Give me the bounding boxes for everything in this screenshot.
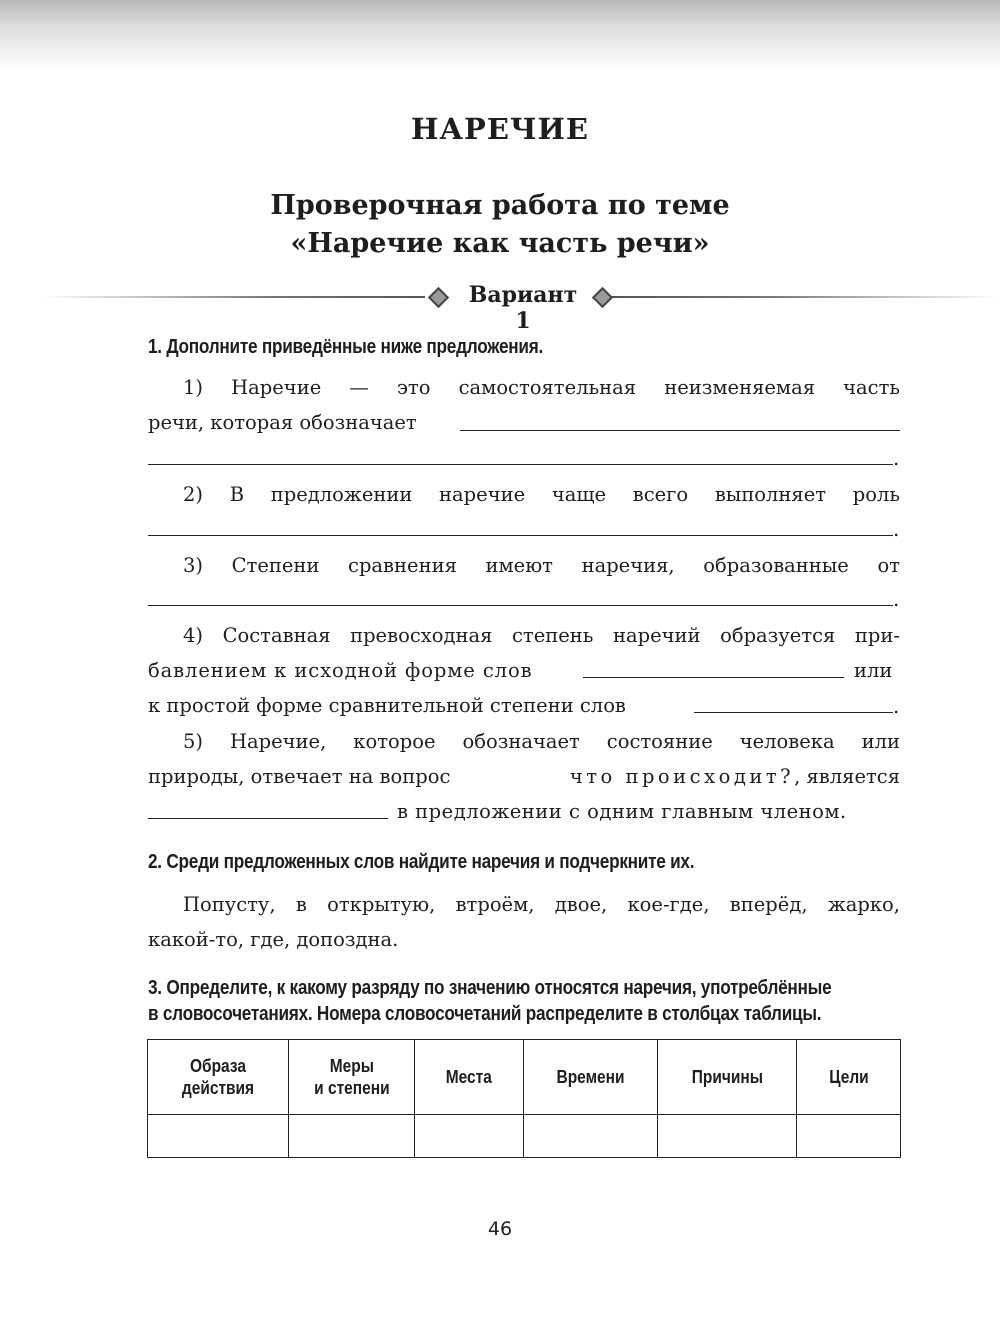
divider-left bbox=[40, 296, 425, 298]
table-cell-manner[interactable] bbox=[148, 1115, 289, 1158]
task-2-words-line-1: Попусту, в открытую, втроём, двое, кое-где, вперёд, жарко, bbox=[183, 893, 900, 916]
classification-table bbox=[147, 1039, 901, 1158]
column-header-manner: Образа действия bbox=[148, 1040, 289, 1115]
task-1-sentence-1-line-2: речи, которая обозначает bbox=[148, 411, 417, 434]
task-1-sentence-4-line-1: 4) Составная превосходная степень наречий образуется при- bbox=[183, 624, 900, 647]
task-1-sentence-5-line-1: 5) Наречие, которое обозначает состояние человека или bbox=[183, 730, 900, 753]
task-1-sentence-5-line-2 bbox=[148, 765, 900, 788]
diamond-left-icon bbox=[428, 287, 449, 308]
column-header-time: Времени bbox=[524, 1040, 658, 1115]
answer-blank-3[interactable] bbox=[148, 605, 893, 606]
column-header-cause: Причины bbox=[658, 1040, 797, 1115]
task-2-words-line-2: какой-то, где, допоздна. bbox=[148, 928, 399, 951]
task-3-heading-line-1: 3. Определите, к какому разряду по значению относятся наречия, употреблённые bbox=[148, 977, 832, 999]
column-header-purpose: Цели bbox=[797, 1040, 901, 1115]
answer-blank-1a[interactable] bbox=[460, 430, 900, 431]
period: . bbox=[893, 517, 900, 541]
task-1-sentence-2-line-1: 2) В предложении наречие чаще всего выполняет роль bbox=[183, 483, 900, 506]
table-cell-purpose[interactable] bbox=[797, 1115, 901, 1158]
answer-blank-1b[interactable] bbox=[148, 464, 893, 465]
sentence-5-part-a: природы, отвечает на вопрос bbox=[148, 765, 451, 788]
variant-banner bbox=[40, 282, 1000, 334]
answer-blank-5[interactable] bbox=[148, 818, 388, 819]
task-1-sentence-4-line-2b: или bbox=[854, 659, 893, 682]
task-1-sentence-3-line-1: 3) Степени сравнения имеют наречия, образованные от bbox=[183, 554, 900, 577]
answer-blank-4b[interactable] bbox=[694, 712, 893, 713]
variant-label: Вариант 1 bbox=[468, 282, 578, 334]
column-header-place: Места bbox=[415, 1040, 524, 1115]
divider-right bbox=[612, 296, 1000, 298]
top-shade bbox=[0, 0, 1000, 70]
subtitle-line-2: «Наречие как часть речи» bbox=[290, 228, 710, 259]
sentence-5-part-c: , является bbox=[794, 765, 900, 788]
task-3-heading-line-2: в словосочетаниях. Номера словосочетаний распределите в столбцах таблицы. bbox=[148, 1003, 822, 1025]
answer-blank-4a[interactable] bbox=[583, 677, 844, 678]
task-1-sentence-4-line-3: к простой форме сравнительной степени слов bbox=[148, 694, 626, 717]
task-1-sentence-5-line-3: в предложении с одним главным членом. bbox=[397, 800, 847, 823]
task-1-heading: 1. Дополните приведённые ниже предложения. bbox=[148, 336, 544, 358]
answer-blank-2[interactable] bbox=[148, 535, 893, 536]
table-cell-measure[interactable] bbox=[289, 1115, 415, 1158]
chapter-title: НАРЕЧИЕ bbox=[411, 112, 589, 146]
task-2-heading: 2. Среди предложенных слов найдите наречия и подчеркните их. bbox=[148, 851, 695, 873]
diamond-right-icon bbox=[592, 287, 613, 308]
task-1-sentence-1-line-1: 1) Наречие — это самостоятельная неизменяемая часть bbox=[183, 376, 900, 399]
period: . bbox=[893, 587, 900, 611]
period: . bbox=[893, 694, 900, 718]
period: . bbox=[893, 446, 900, 470]
table-cell-place[interactable] bbox=[415, 1115, 524, 1158]
table-cell-time[interactable] bbox=[524, 1115, 658, 1158]
subtitle-line-1: Проверочная работа по теме bbox=[270, 190, 730, 221]
page-number: 46 bbox=[487, 1218, 513, 1240]
column-header-measure: Меры и степени bbox=[289, 1040, 415, 1115]
sentence-5-question: что происходит? bbox=[569, 765, 795, 788]
task-1-sentence-4-line-2a: бавлением к исходной форме слов bbox=[148, 659, 533, 682]
table-cell-cause[interactable] bbox=[658, 1115, 797, 1158]
